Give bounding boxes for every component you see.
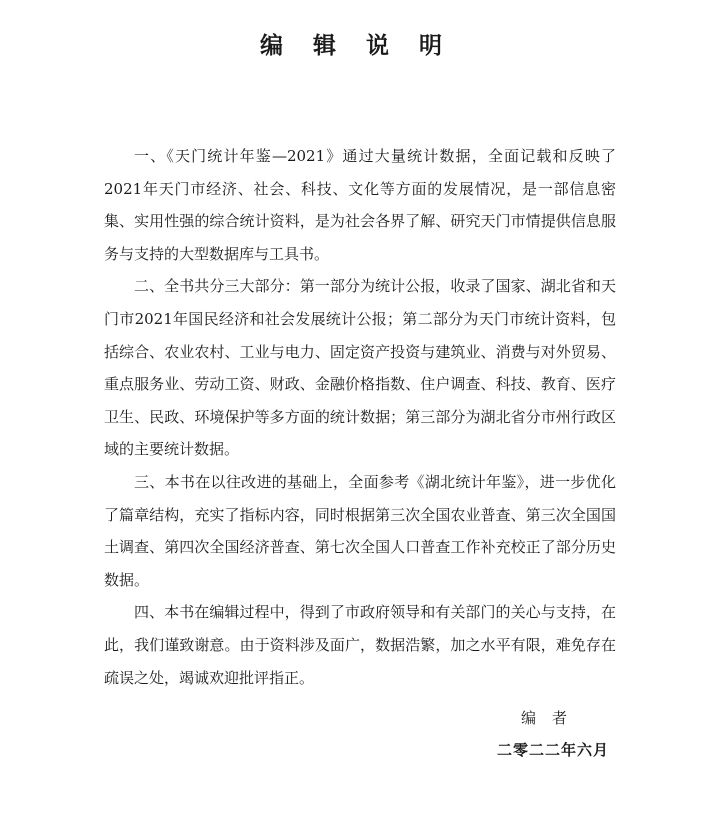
paragraph-4: 四、本书在编辑过程中，得到了市政府领导和有关部门的关心与支持，在此，我们谨致谢意。由于资料涉及面广，数据浩繁，加之水平有限，难免存在疏误之处，竭诚欢迎批评指正。 <box>104 603 616 687</box>
editor-signature: 编者 <box>520 709 583 727</box>
signature-date: 二零二二年六月 <box>496 741 609 759</box>
paragraph-1: 一、《天门统计年鉴—2021》通过大量统计数据，全面记载和反映了2021年天门市经济、社会、科技、文化等方面的发展情况，是一部信息密集、实用性强的综合统计资料，是为社会各界了解、研究天门市情提供信息服务与支持的大型数据库与工具书。 <box>104 147 616 263</box>
signature-block <box>497 702 609 766</box>
page-title: 编 辑 说 明 <box>259 33 454 59</box>
paragraph-2: 二、全书共分三大部分：第一部分为统计公报，收录了国家、湖北省和天门市2021年国民经济和社会发展统计公报；第二部分为天门市统计资料，包括综合、农业农村、工业与电力、固定资产投资与建筑业、消费与对外贸易、重点服务业、劳动工资、财政、金融价格指数、住户调查、科技、教育、医疗卫生、民政、环境保护等多方面的统计数据；第三部分为湖北省分市州行政区域的主要统计数据。 <box>104 277 616 459</box>
paragraph-3: 三、本书在以往改进的基础上，全面参考《湖北统计年鉴》，进一步优化了篇章结构，充实了指标内容，同时根据第三次全国农业普查、第三次全国国土调查、第四次全国经济普查、第七次全国人口普查工作补充校正了部分历史数据。 <box>104 472 616 589</box>
editorial-notes-body <box>104 140 616 694</box>
